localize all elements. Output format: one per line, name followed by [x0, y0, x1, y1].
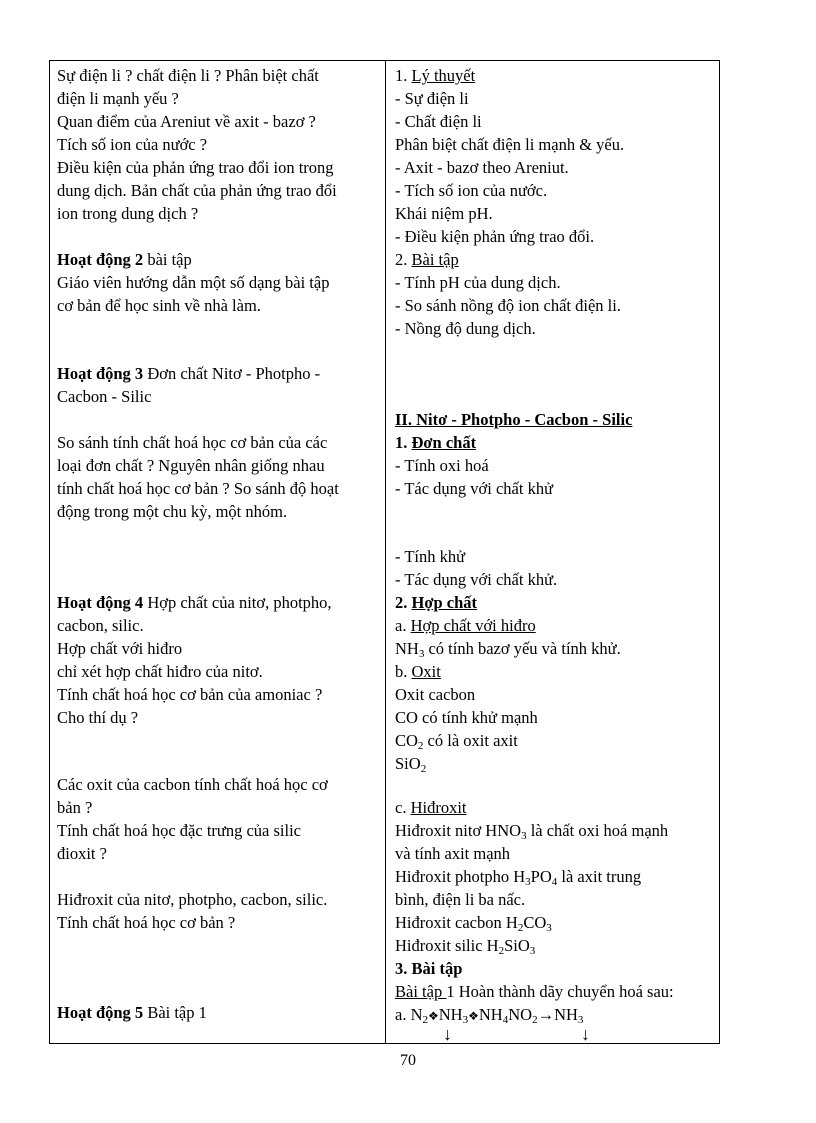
subscript: 2: [498, 945, 505, 957]
formula-part: NO: [508, 1005, 533, 1024]
text-line: đioxit ?: [57, 844, 107, 863]
section-num: 2.: [395, 593, 412, 612]
text-line: - Tính oxi hoá: [395, 456, 489, 475]
activity-4-heading: [57, 591, 332, 614]
formula-part: NH: [478, 1005, 503, 1024]
section-num: 1.: [395, 433, 412, 452]
text-line: Oxit cacbon: [395, 685, 476, 704]
formula-part: CO: [523, 913, 547, 932]
section-title: Đơn chất: [411, 433, 477, 452]
section-heading: [395, 248, 459, 271]
section-num: b.: [395, 662, 412, 681]
activity-desc: bài tập: [143, 250, 192, 269]
formula-line: [395, 911, 552, 934]
subscript: 3: [521, 830, 527, 842]
text-line: - Axit - bazơ theo Areniut.: [395, 158, 569, 177]
section-num: 2.: [395, 250, 412, 269]
formula-part: a. N: [395, 1005, 423, 1024]
text-line: loại đơn chất ? Nguyên nhân giống nhau: [57, 456, 325, 475]
subscript: 2: [517, 922, 524, 934]
text-line: Khái niệm pH.: [395, 204, 493, 223]
section-title: Hiđroxit: [410, 798, 467, 817]
text-line: Các oxit của cacbon tính chất hoá học cơ: [57, 775, 328, 794]
formula-line: [395, 752, 426, 775]
formula-part: là chất oxi hoá mạnh: [526, 821, 669, 840]
activity-desc: Hợp chất của nitơ, photpho,: [143, 593, 332, 612]
text-line: Sự điện li ? chất điện li ? Phân biệt chất: [57, 66, 319, 85]
activity-title: Hoạt động 2: [57, 250, 144, 269]
section-heading: [395, 64, 475, 87]
activity-title: Hoạt động 3: [57, 364, 144, 383]
text-line: - Sự điện li: [395, 89, 469, 108]
formula-part: NH: [554, 1005, 578, 1024]
text-line: Tính chất hoá học cơ bản của amoniac ?: [57, 685, 323, 704]
section-title: Hợp chất với hiđro: [410, 616, 536, 635]
section-title: Hợp chất: [411, 593, 478, 612]
text-line: Quan điểm của Areniut về axit - bazơ ?: [57, 112, 316, 131]
activity-2-heading: [57, 248, 192, 271]
exercise-label: Bài tập: [395, 982, 447, 1001]
text-line: Hiđroxit của nitơ, photpho, cacbon, silic.: [57, 890, 328, 909]
text-line: Tính chất hoá học cơ bản ?: [57, 913, 236, 932]
text-line: cacbon, silic.: [57, 616, 144, 635]
formula-part: NH: [395, 639, 419, 658]
formula-line: [395, 865, 641, 888]
activity-desc: Đơn chất Nitơ - Photpho -: [143, 364, 321, 383]
text-line: - Điều kiện phản ứng trao đổi.: [395, 227, 595, 246]
activity-5-heading: [57, 1001, 207, 1024]
subscript: 3: [418, 648, 425, 660]
text-line: - Tính pH của dung dịch.: [395, 273, 561, 292]
page-number: 70: [400, 1052, 416, 1069]
formula-part: Hiđroxit nitơ HNO: [395, 821, 522, 840]
text-line: Điều kiện của phản ứng trao đổi ion trong: [57, 158, 334, 177]
text-line: - So sánh nồng độ ion chất điện li.: [395, 296, 621, 315]
activity-title: Hoạt động 4: [57, 593, 144, 612]
text-line: Cacbon - Silic: [57, 387, 152, 406]
section-num: 1.: [395, 66, 412, 85]
subsection-heading: [395, 660, 441, 683]
subscript: 4: [502, 1014, 509, 1026]
text-line: ion trong dung dịch ?: [57, 204, 199, 223]
subscript: 2: [420, 763, 427, 775]
subsection-heading: [395, 614, 536, 637]
text-line: - Tác dụng với chất khử: [395, 479, 554, 498]
subsection-heading: [395, 796, 467, 819]
text-line: Tích số ion của nước ?: [57, 135, 208, 154]
formula-part: CO: [395, 731, 418, 750]
section-title: Bài tập: [411, 250, 459, 269]
formula-part: NH: [438, 1005, 463, 1024]
formula-part: PO: [530, 867, 552, 886]
formula-part: Hiđroxit silic H: [395, 936, 499, 955]
reaction-chain: [395, 1003, 583, 1028]
text-line: bình, điện li ba nấc.: [395, 890, 526, 909]
section-heading: [395, 591, 477, 614]
text-line: Giáo viên hướng dẫn một số dạng bài tập: [57, 273, 330, 292]
text-line: Cho thí dụ ?: [57, 708, 139, 727]
text-line: Tính chất hoá học đặc trưng của silic: [57, 821, 301, 840]
lesson-table: [49, 60, 720, 1044]
formula-part: SiO: [395, 754, 421, 773]
section-heading: 3. Bài tập: [395, 959, 463, 978]
formula-line: [395, 934, 535, 957]
formula-part: là axit trung: [557, 867, 642, 886]
exercise-line: [395, 980, 674, 1003]
formula-part: SiO: [504, 936, 530, 955]
text-line: Phân biệt chất điện li mạnh & yếu.: [395, 135, 625, 154]
subscript: 3: [462, 1014, 469, 1026]
right-arrow-icon: →: [537, 1005, 555, 1024]
formula-part: Hiđroxit photpho H: [395, 867, 526, 886]
text-line: cơ bản để học sinh về nhà làm.: [57, 296, 261, 315]
chapter-heading: II. Nitơ - Photpho - Cacbon - Silic: [395, 410, 633, 429]
activity-title: Hoạt động 5: [57, 1003, 144, 1022]
text-line: So sánh tính chất hoá học cơ bản của các: [57, 433, 328, 452]
formula-line: [395, 819, 668, 842]
section-num: a.: [395, 616, 411, 635]
subscript: 2: [417, 740, 424, 752]
text-line: CO có tính khử mạnh: [395, 708, 538, 727]
activity-3-heading: [57, 362, 320, 385]
subscript: 3: [546, 922, 552, 934]
text-line: - Tích số ion của nước.: [395, 181, 548, 200]
text-line: bản ?: [57, 798, 93, 817]
formula-line: [395, 637, 621, 660]
subscript: 4: [551, 876, 558, 888]
subscript: 2: [532, 1014, 538, 1026]
text-line: chỉ xét hợp chất hiđro của nitơ.: [57, 662, 263, 681]
text-line: điện li mạnh yếu ?: [57, 89, 179, 108]
section-heading: [395, 431, 476, 454]
text-line: dung dịch. Bản chất của phản ứng trao đổi: [57, 181, 337, 200]
exercise-text: 1 Hoàn thành dãy chuyển hoá sau:: [446, 982, 674, 1001]
text-line: - Tác dụng với chất khử.: [395, 570, 558, 589]
text-line: động trong một chu kỳ, một nhóm.: [57, 502, 288, 521]
column-divider: [385, 61, 386, 1043]
text-line: - Nồng độ dung dịch.: [395, 319, 536, 338]
text-line: và tính axit mạnh: [395, 844, 511, 863]
formula-line: [395, 729, 518, 752]
section-title: Lý thuyết: [411, 66, 476, 85]
reaction-arrow-icon: ❖: [468, 1009, 479, 1023]
text-line: - Chất điện li: [395, 112, 482, 131]
subscript: 3: [577, 1014, 584, 1026]
reaction-arrow-icon: ❖: [428, 1009, 439, 1023]
formula-part: Hiđroxit cacbon H: [395, 913, 518, 932]
text-line: - Tính khử: [395, 547, 466, 566]
section-title: Oxit: [411, 662, 441, 681]
subscript: 3: [529, 945, 536, 957]
formula-part: có tính bazơ yếu và tính khử.: [424, 639, 621, 658]
subscript: 2: [422, 1014, 428, 1026]
subscript: 3: [525, 876, 531, 888]
text-line: Hợp chất với hiđro: [57, 639, 183, 658]
section-num: c.: [395, 798, 411, 817]
formula-part: có là oxit axit: [423, 731, 518, 750]
down-arrow-icon: ↓: [581, 1024, 590, 1044]
text-line: tính chất hoá học cơ bản ? So sánh độ hoạt: [57, 479, 339, 498]
down-arrow-icon: ↓: [443, 1024, 452, 1044]
activity-desc: Bài tập 1: [143, 1003, 207, 1022]
